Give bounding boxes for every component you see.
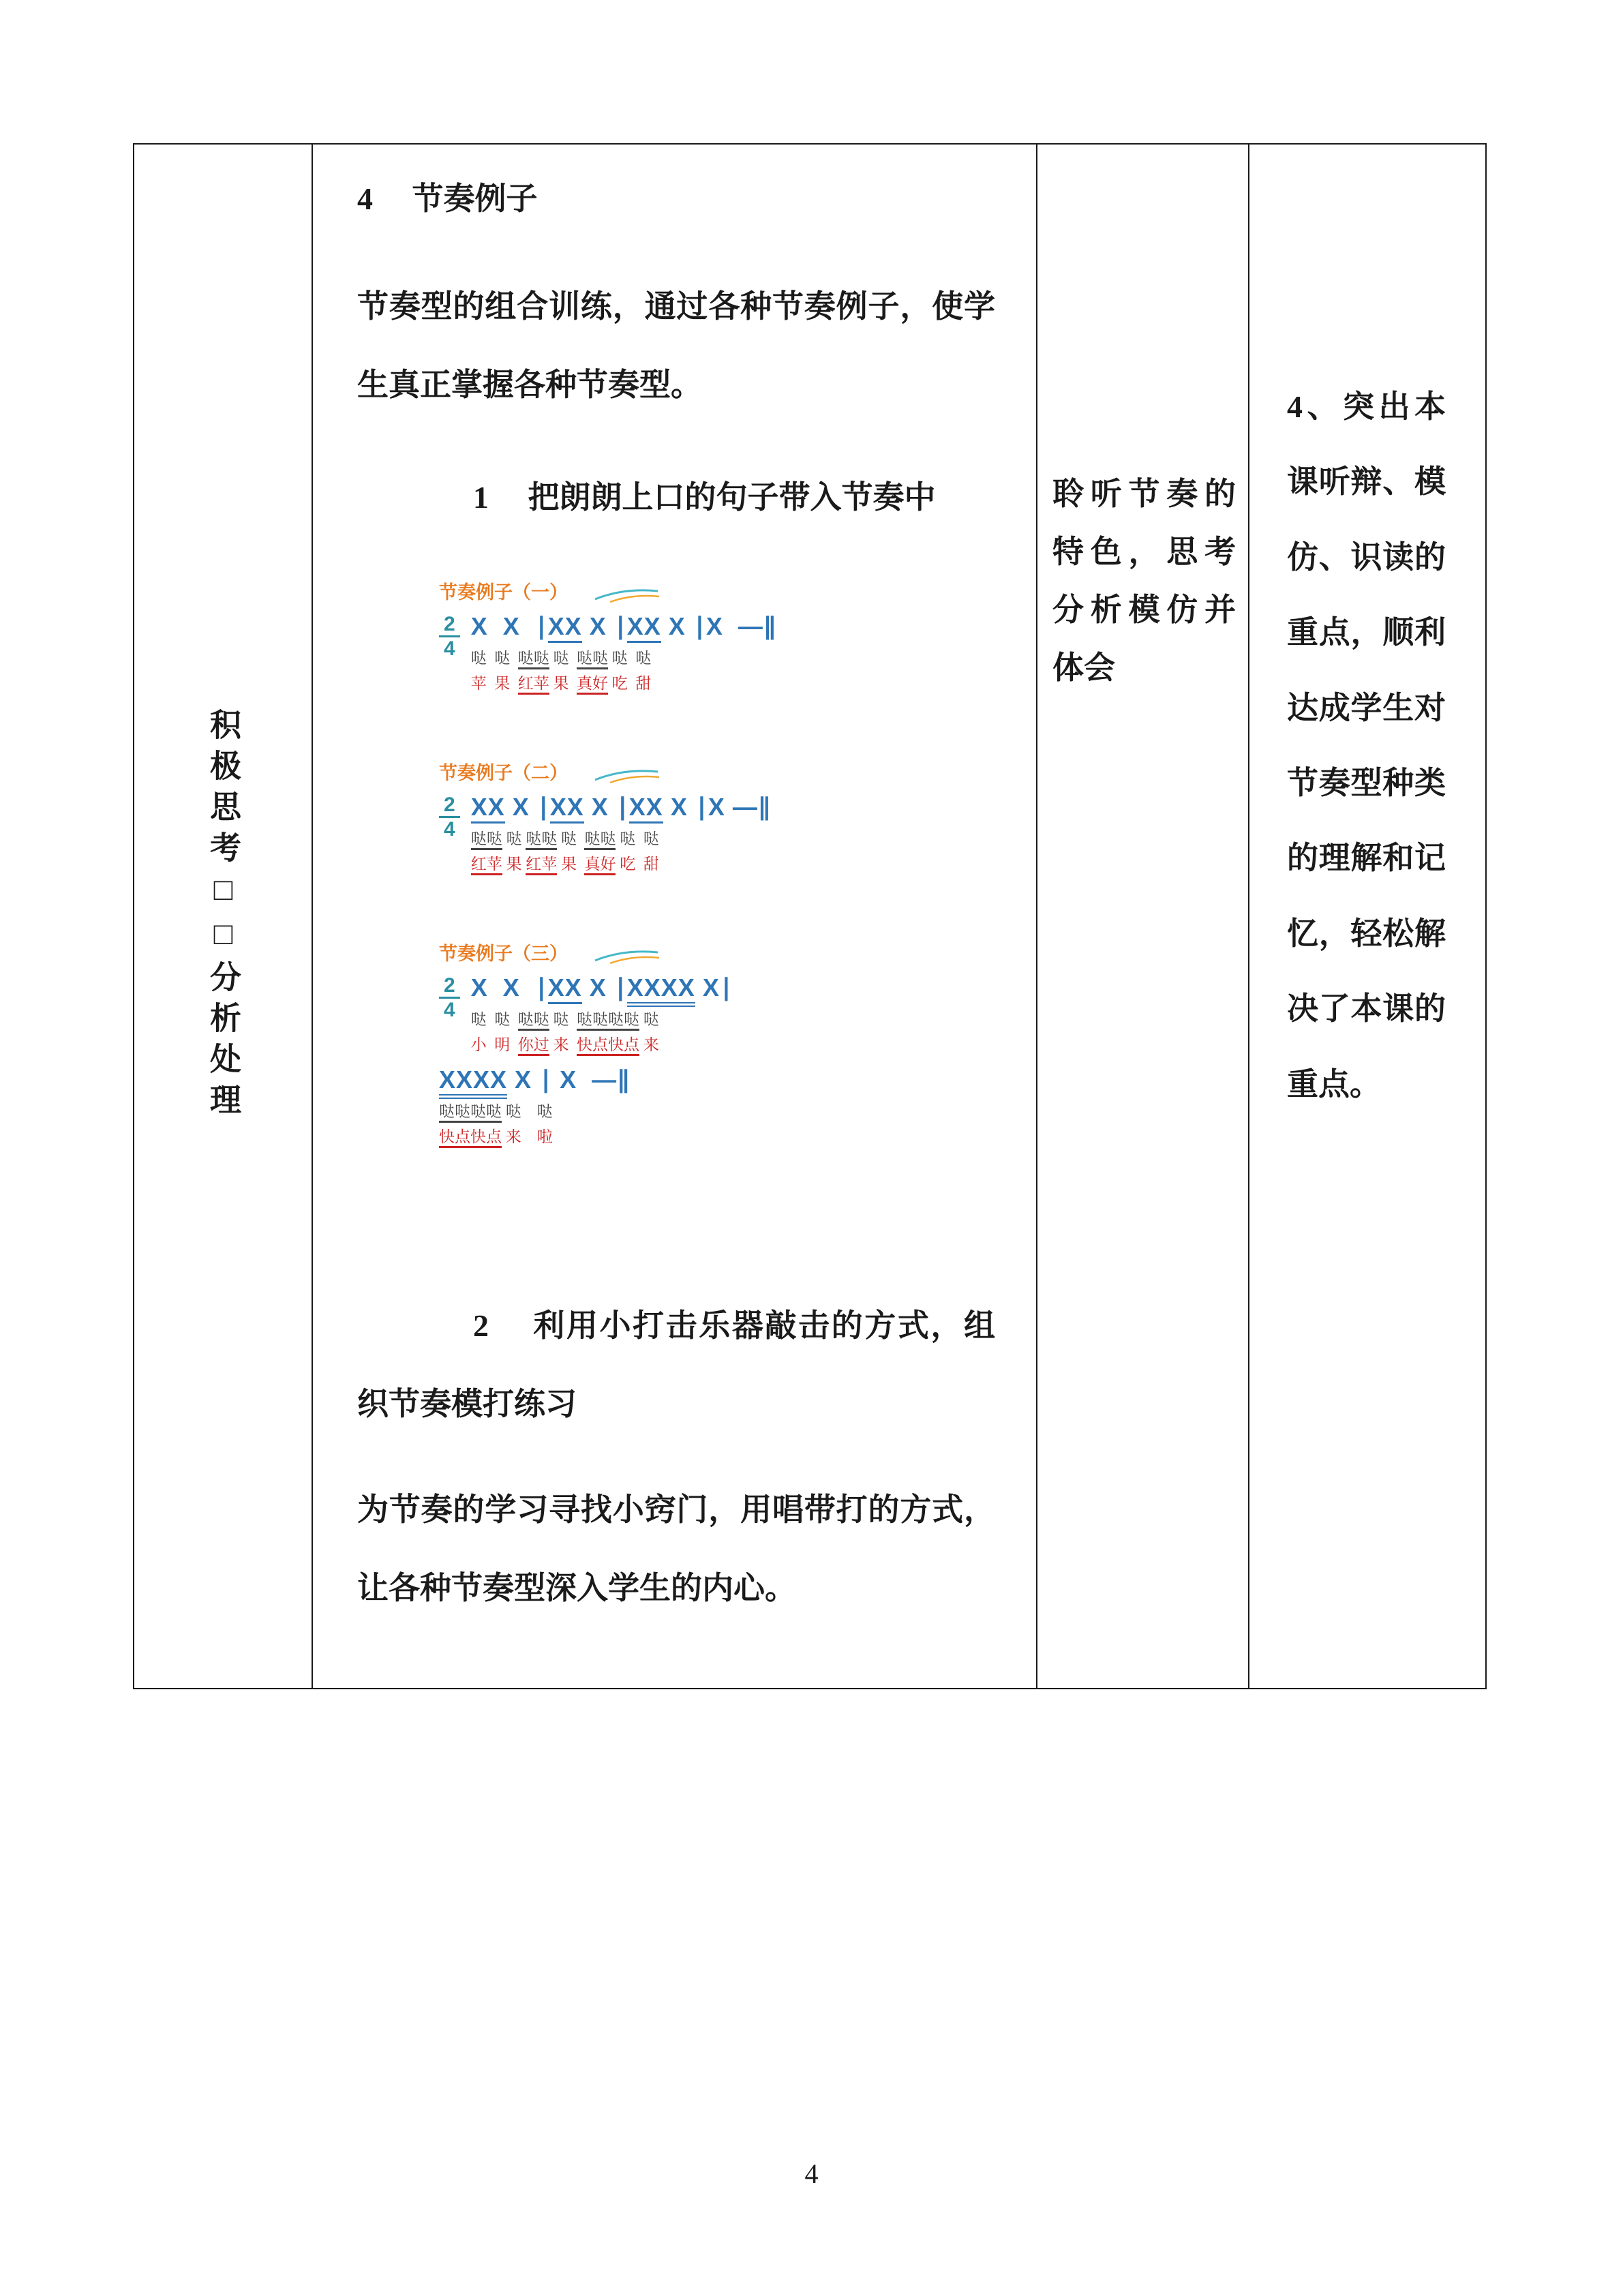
method-text: 聆听节奏的特色，思考分析模仿并体会 [1052,477,1236,686]
lyrics-line: 小 明 你过 来 快点快点 来 [471,1032,733,1055]
notation-line: X X ∣XX X ∣XX X ∣X —∥ [471,612,776,641]
time-signature: 2 4 [439,614,460,660]
time-signature: 2 4 [439,794,460,841]
table-cell-method [1036,145,1248,1688]
page-number: 4 [804,2158,819,2189]
list-item-1: 1 把朗朗上口的句子带入节奏中 [473,479,936,515]
table-cell-content [312,145,1036,1688]
notation-group-continued [439,1066,995,1147]
swoosh-decoration-icon [591,586,662,604]
notation-group [439,973,995,1055]
table-cell-left-label [134,145,312,1688]
rhythm-example-1 [439,577,995,693]
notation-line: XXXX X ∣ X —∥ [439,1066,630,1094]
notation-rows [471,793,771,874]
notation-line: XX X ∣XX X ∣XX X ∣X —∥ [471,793,771,821]
notation-rows [439,1066,630,1147]
example-title-row [439,577,995,604]
syllable-line: 哒哒哒哒 哒 哒 [439,1099,630,1121]
paragraph-intro: 节奏型的组合训练，通过各种节奏例子，使学生真正掌握各种节奏型。 [357,288,995,402]
section-heading: 4 节奏例子 [357,181,538,216]
rhythm-example-3 [439,939,995,1147]
rhythm-example-2 [439,758,995,874]
example-title: 节奏例子（一） [439,581,568,603]
intent-text: 4、突出本课听辩、模仿、识读的重点，顺利达成学生对节奏型种类的理解和记忆，轻松解决了本课的重点。 [1287,389,1446,1102]
lyrics-line: 苹 果 红苹 果 真好 吃 甜 [471,671,776,693]
list-item-2: 2 利用小打击乐器敲击的方式，组织节奏模打练习 [357,1308,995,1421]
notation-rows [471,973,733,1055]
notation-rows [471,612,776,693]
lyrics-line: 快点快点 来 啦 [439,1124,630,1147]
swoosh-decoration-icon [591,948,662,965]
time-signature: 2 4 [439,975,460,1021]
syllable-line: 哒 哒 哒哒 哒 哒哒哒哒 哒 [471,1007,733,1029]
lyrics-line: 红苹 果 红苹 果 真好 吃 甜 [471,851,771,874]
example-title: 节奏例子（二） [439,762,568,783]
paragraph-summary: 为节奏的学习寻找小窍门，用唱带打的方式，让各种节奏型深入学生的内心。 [357,1492,995,1605]
syllable-line: 哒哒 哒 哒哒 哒 哒哒 哒 哒 [471,826,771,849]
notation-line: X X ∣XX X ∣XXXX X∣ [471,973,733,1002]
lesson-plan-table [133,143,1487,1689]
rhythm-examples [439,577,995,1147]
notation-group [439,793,995,874]
swoosh-decoration-icon [591,767,662,785]
example-title-row [439,939,995,965]
example-title: 节奏例子（三） [439,943,568,964]
table-cell-intent [1248,145,1487,1688]
vertical-label: 积极思考□□分析处理 [206,708,241,1124]
syllable-line: 哒 哒 哒哒 哒 哒哒 哒 哒 [471,646,776,668]
notation-group [439,612,995,693]
example-title-row [439,758,995,785]
